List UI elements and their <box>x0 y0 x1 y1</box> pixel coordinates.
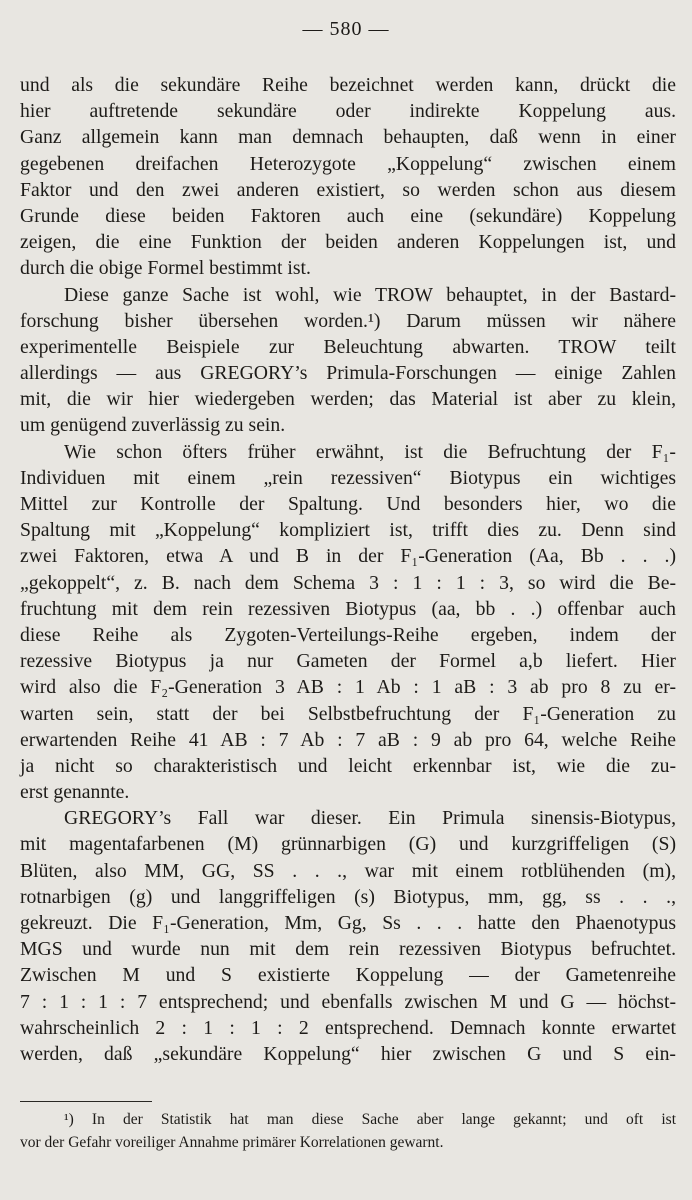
text-line: werden, daß „sekundäre Koppelung“ hier zwischen G und S ein- <box>20 1042 676 1065</box>
text-line: um genügend zuverlässig zu sein. <box>20 414 286 437</box>
text-line: Diese ganze Sache ist wohl, wie TROW behauptet, in der Bastard- <box>64 283 676 306</box>
text-line: Zwischen M und S existierte Koppelung — der Gametenreihe <box>20 964 676 987</box>
text-line: mit magentafarbenen (M) grünnarbigen (G) und kurzgriffeligen (S) <box>20 833 676 856</box>
text-line: experimentelle Beispiele zur Beleuchtung abwarten. TROW teilt <box>20 335 676 358</box>
text-line: erst genannte. <box>20 781 130 804</box>
text-line: Wie schon öfters früher erwähnt, ist die Befruchtung der F₁- <box>64 440 676 463</box>
paragraph-3 <box>20 439 676 806</box>
text-line: 7 : 1 : 1 : 7 entsprechend; und ebenfalls zwischen M und G — höchst- <box>20 990 676 1013</box>
paragraph-4 <box>20 805 676 1067</box>
text-line: GREGORY’s Fall war dieser. Ein Primula sinensis-Biotypus, <box>64 807 676 830</box>
text-line: forschung bisher übersehen worden.¹) Darum müssen wir nähere <box>20 309 676 332</box>
footnote <box>20 1108 676 1154</box>
footnote-line: ¹) In der Statistik hat man diese Sache aber lange gekannt; und oft ist <box>64 1111 676 1128</box>
text-line: mit, die wir hier wiedergeben werden; das Material ist aber zu klein, <box>20 388 676 411</box>
text-line: Spaltung mit „Koppelung“ kompliziert ist, trifft dies zu. Denn sind <box>20 519 676 542</box>
text-line: fruchtung mit dem rein rezessiven Biotypus (aa, bb . .) offenbar auch <box>20 597 676 620</box>
text-line: warten sein, statt der bei Selbstbefruchtung der F₁-Generation zu <box>20 702 676 725</box>
text-line: gegebenen dreifachen Heterozygote „Koppelung“ zwischen einem <box>20 152 676 175</box>
text-line: zwei Faktoren, etwa A und B in der F₁-Generation (Aa, Bb . . .) <box>20 545 676 568</box>
text-line: Grunde diese beiden Faktoren auch eine (sekundäre) Koppelung <box>20 204 676 227</box>
text-line: rotnarbigen (g) und langgriffeligen (s) Biotypus, mm, gg, ss . . ., <box>20 885 676 908</box>
footnote-line: vor der Gefahr voreiliger Annahme primärer Korrelationen gewarnt. <box>20 1134 444 1151</box>
text-line: wahrscheinlich 2 : 1 : 1 : 2 entsprechend. Demnach konnte erwartet <box>20 1016 676 1039</box>
text-line: Blüten, also MM, GG, SS . . ., war mit einem rotblühenden (m), <box>20 859 676 882</box>
text-line: zeigen, die eine Funktion der beiden anderen Koppelungen ist, und <box>20 231 676 254</box>
text-line: diese Reihe als Zygoten-Verteilungs-Reihe ergeben, indem der <box>20 623 676 646</box>
text-line: wird also die F₂-Generation 3 AB : 1 Ab : 1 aB : 3 ab pro 8 zu er- <box>20 676 676 699</box>
text-line: allerdings — aus GREGORY’s Primula-Forschungen — einige Zahlen <box>20 362 676 385</box>
text-line: und als die sekundäre Reihe bezeichnet werden kann, drückt die <box>20 74 676 96</box>
text-line: Individuen mit einem „rein rezessiven“ Biotypus ein wichtiges <box>20 466 676 489</box>
text-line: rezessive Biotypus ja nur Gameten der Formel a,b liefert. Hier <box>20 650 676 673</box>
text-line: Faktor und den zwei anderen existiert, so werden schon aus diesem <box>20 178 676 201</box>
text-line: Ganz allgemein kann man demnach behaupten, daß wenn in einer <box>20 126 676 149</box>
footnote-divider <box>20 1101 152 1102</box>
text-line: „gekoppelt“, z. B. nach dem Schema 3 : 1 : 1 : 3, so wird die Be- <box>20 571 676 594</box>
page-number: — 580 — <box>302 18 390 40</box>
text-line: ja nicht so charakteristisch und leicht erkennbar ist, wie die zu- <box>20 754 676 777</box>
text-line: durch die obige Formel bestimmt ist. <box>20 257 311 280</box>
paragraph-2 <box>20 282 676 439</box>
text-line: gekreuzt. Die F₁-Generation, Mm, Gg, Ss . . . hatte den Phaenotypus <box>20 912 676 934</box>
body-text <box>20 72 676 1067</box>
text-line: hier auftretende sekundäre oder indirekte Koppelung aus. <box>20 100 676 123</box>
text-line: MGS und wurde nun mit dem rein rezessiven Biotypus befruchtet. <box>20 938 676 961</box>
text-line: erwartenden Reihe 41 AB : 7 Ab : 7 aB : 9 ab pro 64, welche Reihe <box>20 728 676 751</box>
paragraph-1 <box>20 72 676 282</box>
text-line: Mittel zur Kontrolle der Spaltung. Und besonders hier, wo die <box>20 493 676 515</box>
